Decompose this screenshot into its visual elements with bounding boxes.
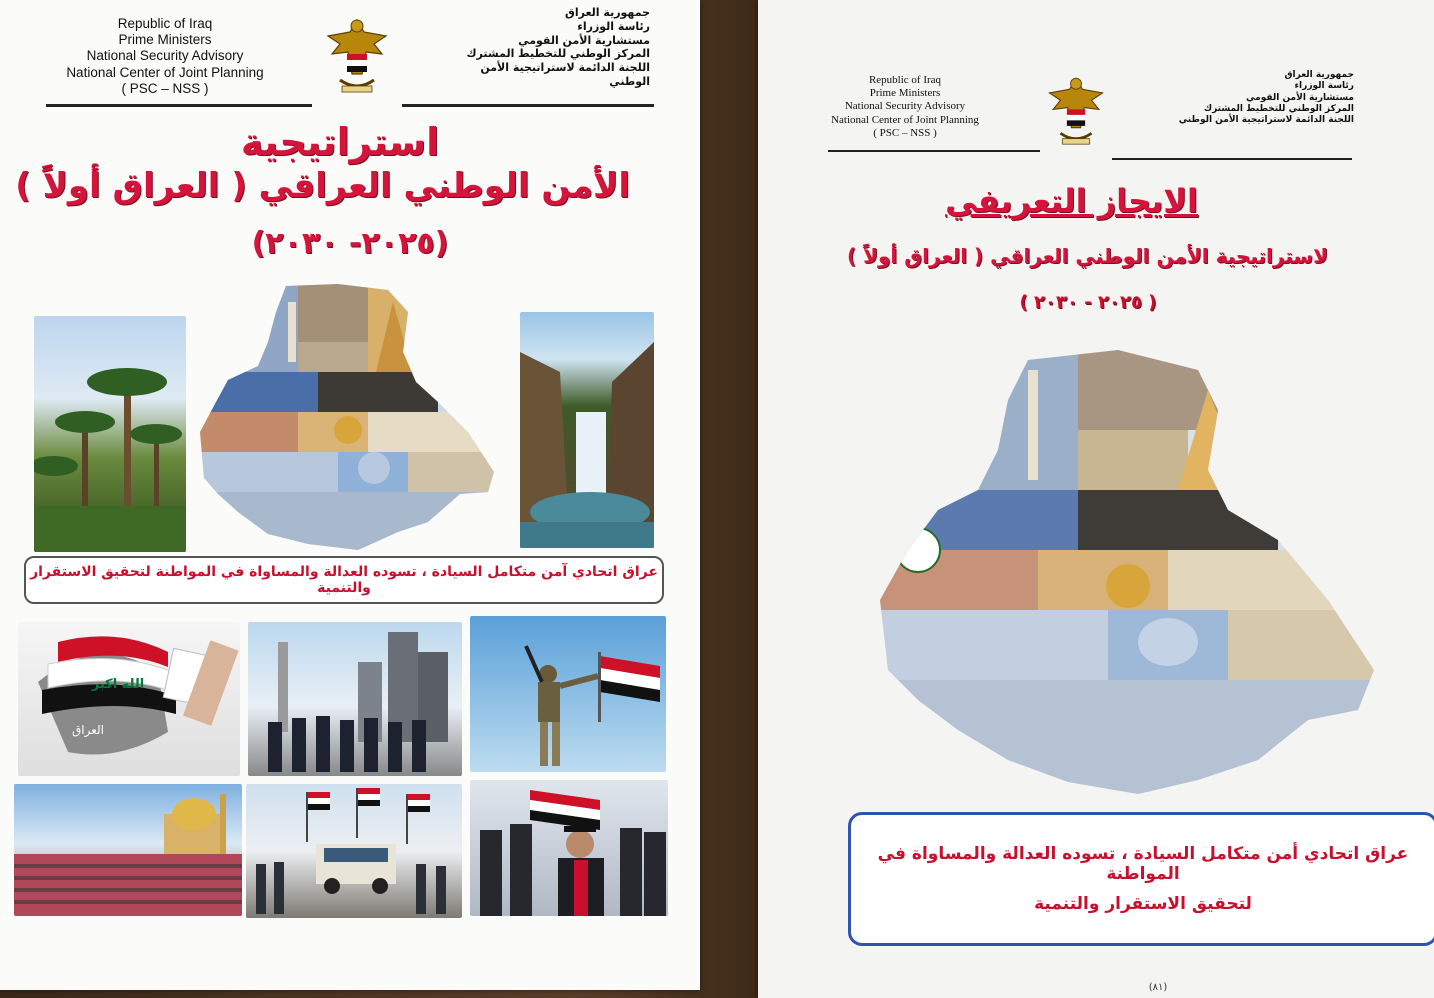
- header-rule-right: [1112, 158, 1352, 160]
- vision-slogan-text: عراق اتحادي آمن متكامل السيادة ، تسوده العدالة والمساواة في المواطنة لتحقيق الاستقرار والتنمية: [30, 564, 658, 596]
- header-arabic-block: [440, 6, 650, 89]
- header-ar-line: مستشارية الأمن القومي: [518, 33, 650, 47]
- header-ar-line: رئاسة الوزراء: [577, 19, 650, 33]
- header-ar-line: رئاسة الوزراء: [1294, 81, 1354, 92]
- header-ar-line: جمهورية العراق: [1284, 70, 1354, 80]
- soldier-flag-photo: [470, 616, 666, 772]
- header-english-block: [810, 74, 1000, 140]
- briefing-years: ( ٢٠٢٥ - ٢٠٣٠ ): [1019, 292, 1157, 313]
- header-rule-left: [828, 150, 1040, 152]
- header-ar-line: مستشارية الأمن القومي: [1246, 92, 1354, 103]
- waterfall-photo: [520, 312, 654, 548]
- header-ar-line: اللجنة الدائمة لاستراتيجية الأمن الوطني: [480, 61, 650, 88]
- strategy-cover-document: [0, 0, 700, 990]
- iraq-map-collage-icon: [198, 282, 498, 554]
- briefing-cover-document: [758, 0, 1434, 998]
- header-arabic-block: [1158, 70, 1354, 126]
- industrial-leaders-photo: [248, 622, 462, 776]
- header-en-line: Republic of Iraq: [868, 74, 942, 86]
- header-en-line: National Center of Joint Planning: [66, 64, 264, 80]
- page-number: (٨١): [1148, 982, 1168, 993]
- map-label-text: العراق: [71, 723, 105, 737]
- palm-trees-photo: [34, 316, 186, 552]
- header-en-line: Prime Ministers: [118, 32, 212, 48]
- header-rule-left: [46, 104, 312, 107]
- header-ar-line: جمهورية العراق: [565, 6, 650, 19]
- header-en-line: Republic of Iraq: [117, 16, 213, 31]
- title-line-2: الأمن الوطني العراقي ( العراق أولاً ): [15, 166, 630, 206]
- vision-slogan-line-2: لتحقيق الاستقرار والتنمية: [1034, 894, 1252, 914]
- header-en-line: National Center of Joint Planning: [831, 113, 979, 126]
- iraq-map-collage-icon: [878, 350, 1378, 794]
- briefing-title: الايجاز التعريفي: [945, 182, 1198, 220]
- briefing-subtitle: لاستراتيجية الأمن الوطني العراقي ( العراق أولاً ): [847, 244, 1328, 268]
- title-years: (٢٠٢٥- ٢٠٣٠): [251, 226, 449, 261]
- military-parade-photo: [246, 784, 462, 918]
- iraq-eagle-emblem-icon: [322, 14, 392, 104]
- header-ar-line: المركز الوطني للتخطيط المشترك: [466, 47, 650, 61]
- header-english-block: [50, 16, 280, 97]
- vision-slogan-box: [24, 556, 664, 604]
- iraq-flag-map-photo: [18, 622, 240, 776]
- header-ar-line: اللجنة الدائمة لاستراتيجية الأمن الوطني: [1178, 115, 1354, 125]
- header-ar-line: المركز الوطني للتخطيط المشترك: [1203, 103, 1354, 114]
- header-en-line: Prime Ministers: [869, 87, 941, 100]
- vision-slogan-line-1: عراق اتحادي أمن متكامل السيادة ، تسوده العدالة والمساواة في المواطنة: [877, 844, 1409, 884]
- header-en-line: National Security Advisory: [844, 100, 966, 113]
- header-rule-right: [402, 104, 654, 107]
- title-line-1: استراتيجية: [240, 120, 440, 164]
- header-en-line: National Security Advisory: [86, 48, 244, 64]
- header-en-line: ( PSC – NSS ): [873, 126, 937, 139]
- header-en-line: ( PSC – NSS ): [121, 80, 209, 96]
- flag-takbir-text: الله اكبر: [91, 677, 145, 692]
- iraq-eagle-emblem-icon: [1044, 72, 1108, 156]
- vision-slogan-box: [848, 812, 1434, 946]
- graduation-photo: [470, 780, 668, 916]
- shrine-gathering-photo: [14, 784, 242, 916]
